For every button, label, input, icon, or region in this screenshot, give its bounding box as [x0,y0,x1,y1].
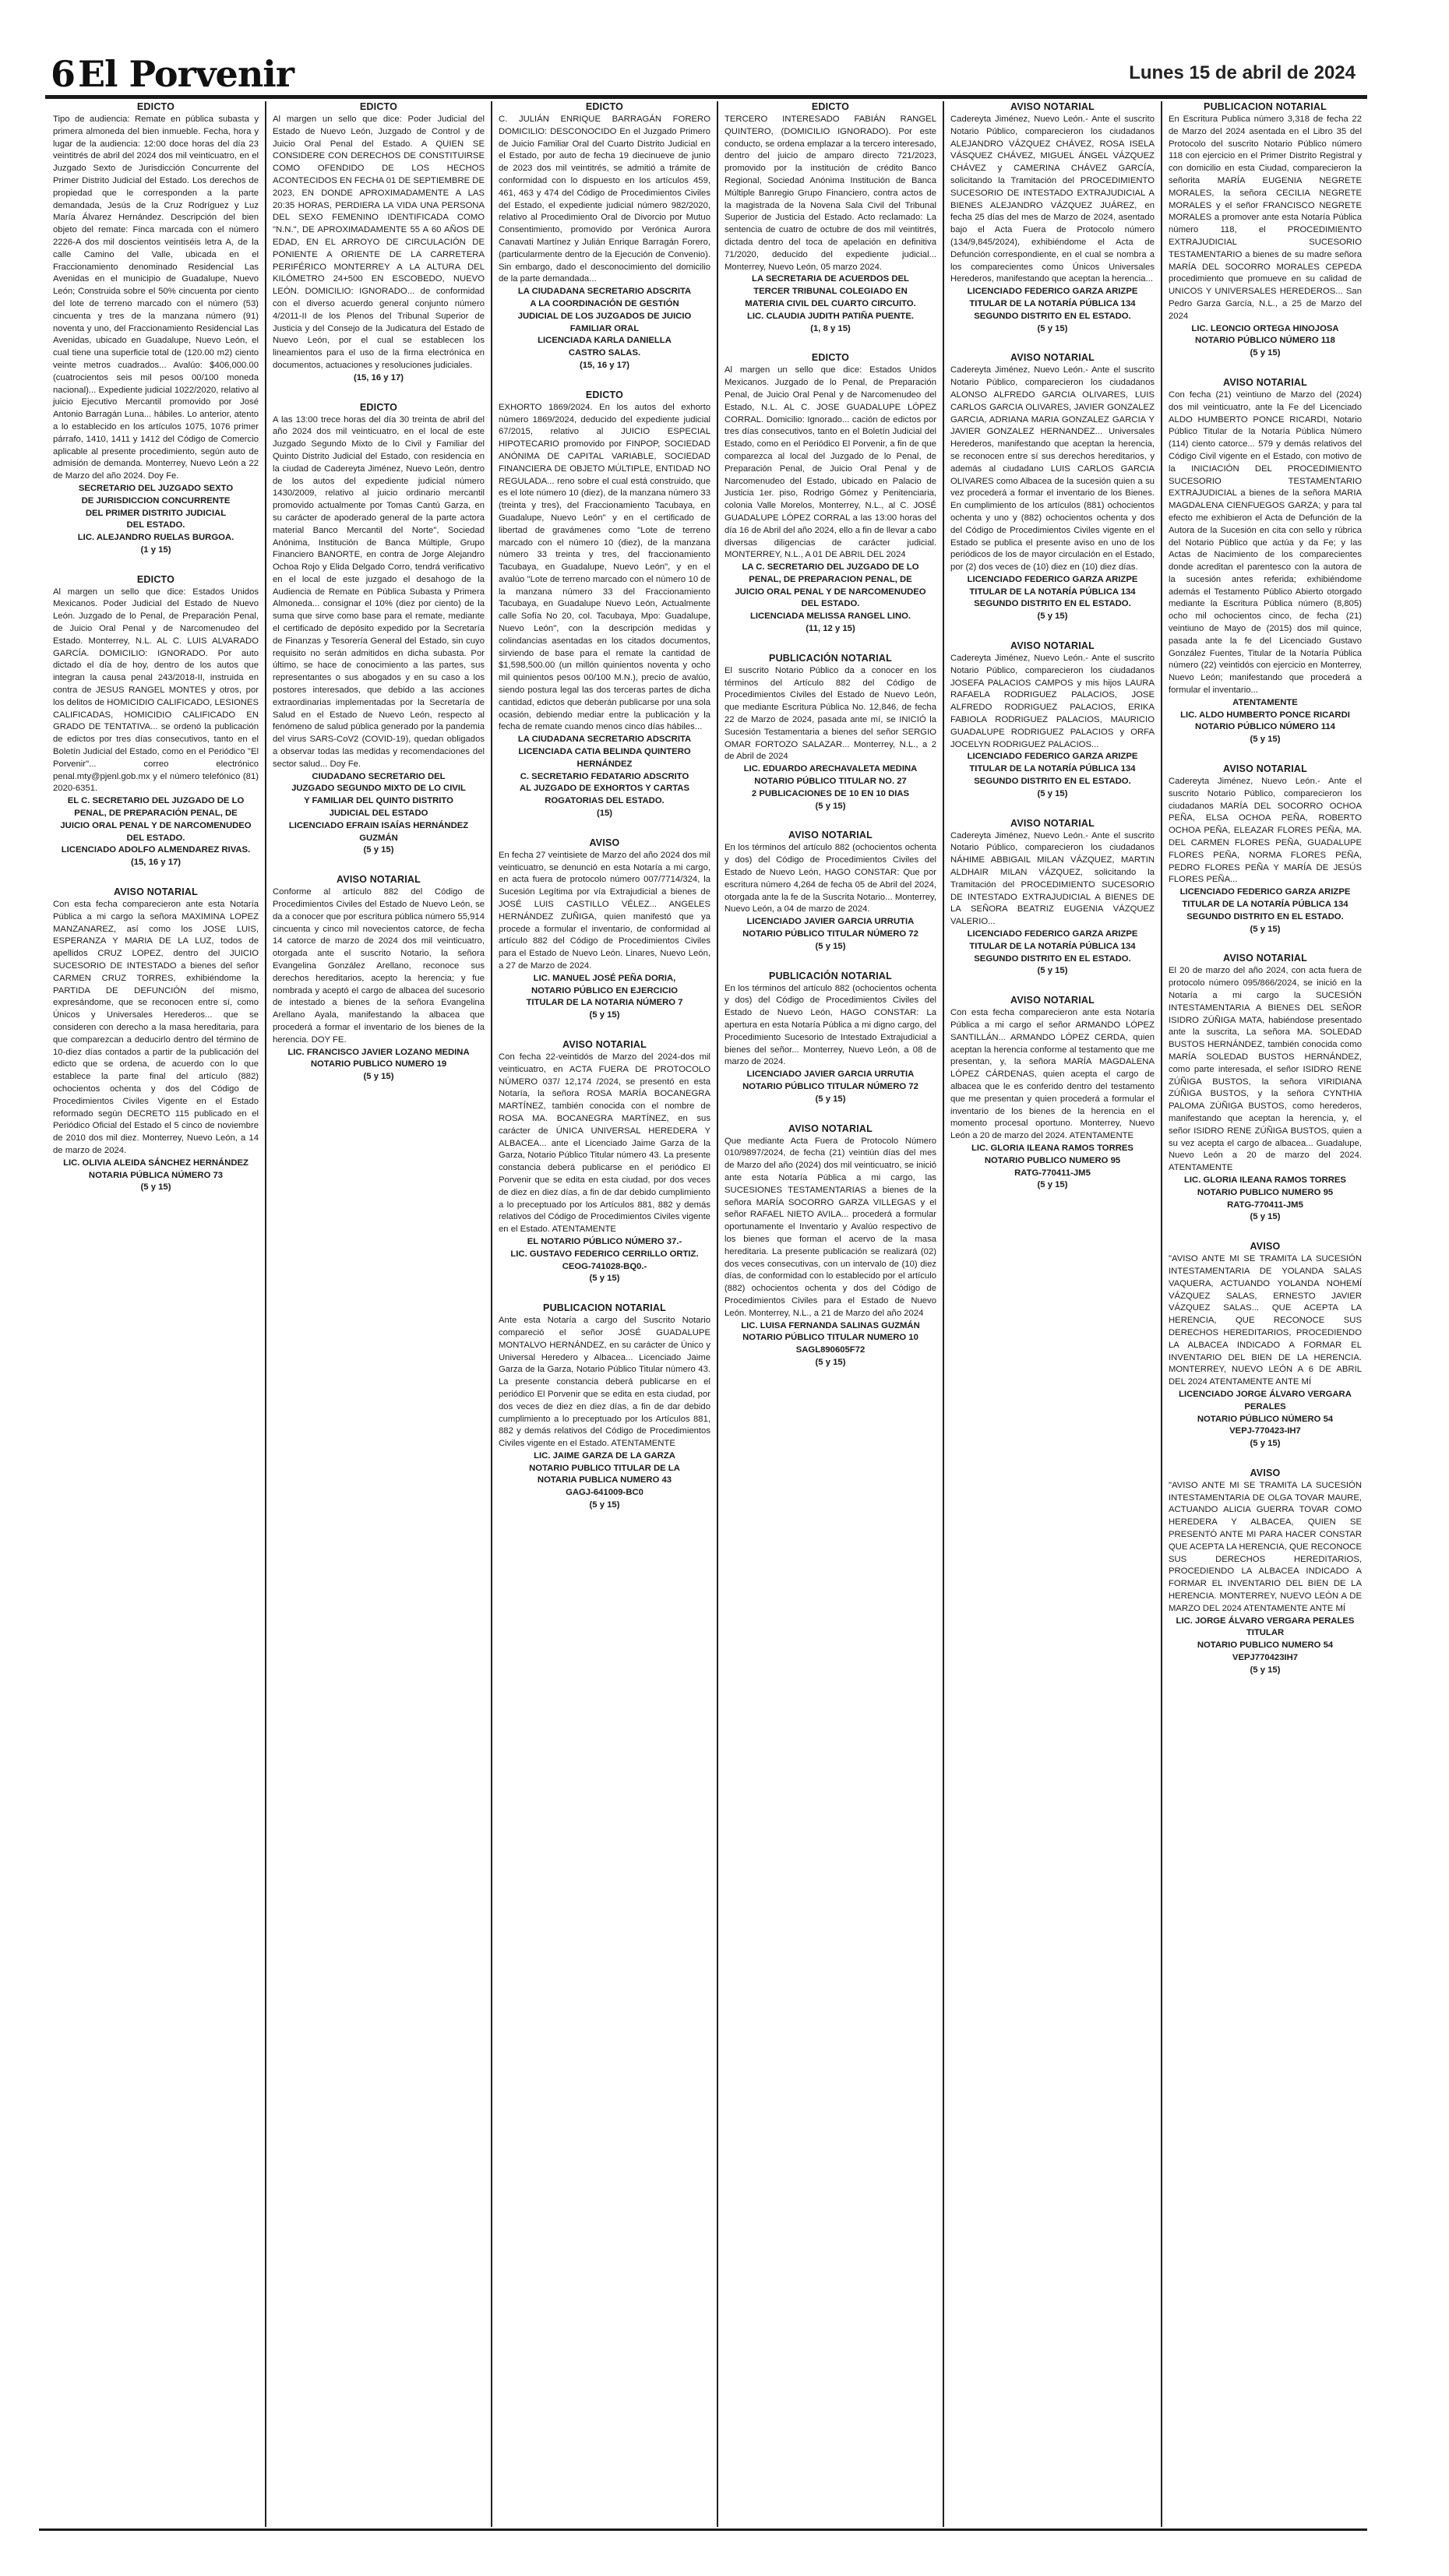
legal-notice [1169,763,1362,936]
notice-body: Cadereyta Jiménez, Nuevo León.- Ante el suscrito Notario Público, comparecieron los ciudadanos ALEJANDRO VÁZQUEZ CHÁVEZ, ROSA ISELA VÁSQUEZ CHÁVEZ, MIGUEL ÁNGEL VÁZQUEZ CHÁVEZ y CAMERINA CHÁVEZ GARCÍA, solicitando la Tramitación del PROCEDIMIENTO SUCESORIO DE INTESTADO EXTRAJUDICIAL A BIENES ALEJANDRO VÁZQUEZ JUÁREZ, en fecha 25 días del mes de Marzo de 2024, asentado bajo el Acta Fuera de Protocolo número (134/9,845/2024), exhibiéndome el Acta de Defunción correspondiente, en el cual se nombra a los comparecientes como Únicos Universales Herederos, manifestando que aceptan la herencia... [950,115,1155,284]
legal-notice [1169,1241,1362,1450]
notice-signature-line: TITULAR DE LA NOTARÍA PÚBLICA 134 [969,587,1136,597]
notice-signature-line: LIC. GUSTAVO FEDERICO CERRILLO ORTIZ. [510,1249,699,1259]
notice-signature-line: TITULAR DE LA NOTARÍA PÚBLICA 134 [1182,900,1349,910]
notice-title: AVISO NOTARIAL [562,1038,647,1050]
notice-signature-line: NOTARIO PUBLICO NUMERO 54 [1197,1640,1334,1651]
publication-dates: (5 y 15) [815,1094,846,1104]
notice-signature-line: EL C. SECRETARIO DEL JUZGADO DE LO [67,796,245,806]
notice-signature-line: LIC. MANUEL JOSÉ PEÑA DORIA, [533,973,676,983]
notice-title: AVISO NOTARIAL [1010,101,1095,112]
column-1 [47,101,266,2527]
notice-signature-line: NOTARIO PÚBLICO NÚMERO 54 [1197,1414,1334,1424]
notice-signature-line: TITULAR [1246,1628,1285,1638]
legal-notice [1169,1468,1362,1677]
notice-signature-line: SECRETARIO DEL JUZGADO SEXTO [78,483,234,493]
notice-title: AVISO NOTARIAL [788,830,873,841]
notice-signature-line: SEGUNDO DISTRITO EN EL ESTADO. [974,953,1131,964]
notice-signature-line: JUICIO ORAL PENAL Y DE NARCOMENUDEO [60,820,252,830]
publication-dates: (5 y 15) [815,941,846,951]
notice-signature-line: LA CIUDADANA SECRETARIO ADSCRITA [517,287,692,297]
issue-date: Lunes 15 de abril de 2024 [1129,62,1356,83]
notice-signature-line: FAMILIAR ORAL [569,323,640,333]
column-3 [492,101,718,2527]
notice-signature-line: GUZMÁN [359,833,398,843]
notice-body: "AVISO ANTE MI SE TRAMITA LA SUCESIÓN INTESTAMENTARIA DE OLGA TOVAR MAURE, ACTUANDO ALICIA GUERRA TOVAR COMO HEREDERA Y ALBACEA, QUIEN SE PRESENTÓ ANTE MI PARA HACER CONSTAR QUE ACEPTA LA HERENCIA, QUE RECONOCE SUS DERECHOS HEREDITARIOS, PROCEDIENDO LA ALBACEA INDICADO A FORMAR EL INVENTARIO DEL BIEN DE LA HERENCIA. MONTERREY, NUEVO LEÓN A DE MARZO DEL 2024 ATENTAMENTE ANTE MÍ [1169,1480,1362,1613]
legal-notice [1169,101,1362,360]
notice-signature-line: LIC. FRANCISCO JAVIER LOZANO MEDINA [287,1047,470,1057]
notice-signature-line: LICENCIADO EFRAIN ISAÍAS HERNÁNDEZ [288,820,469,830]
notice-signature-line: LA C. SECRETARIO DEL JUZGADO DE LO [742,562,919,573]
legal-notice [950,640,1155,801]
publication-dates: (5 y 15) [140,1182,171,1193]
notice-title: AVISO [1250,1467,1281,1478]
notice-title: AVISO [589,837,620,848]
notice-body: Que mediante Acta Fuera de Protocolo Número 010/9897/2024, de fecha (21) veintiún días del mes de Marzo del año (2024) dos mil veinticuatro, se inició ante esta Notaría Pública a mi cargo, las SUCESIONES TESTAMENTARIAS a bienes de la señora MARÍA SOCORRO GARZA VILLEGAS y el señor RAFAEL NIETO AVILA... procederá a formular oportunamente el Inventario y Avalúo respectivo de los bienes que forman el acervo de la masa hereditaria. La presente publicación se realizará (02) dos veces consecutivas, con un intervalo de (10) diez días, de conformidad con lo establecido por el artículo (882) ochocientos ochenta y dos del Código de Procedimientos Civiles para el Estado de Nuevo León. Monterrey, N.L., a 21 de Marzo del año 2024 [724,1136,936,1318]
legal-notice [53,101,259,557]
notice-signature-line: SEGUNDO DISTRITO EN EL ESTADO. [974,599,1131,609]
notice-signature-line: LICENCIADO JORGE ÁLVARO VERGARA [1179,1389,1352,1399]
notice-signature-line: JUDICIAL DE LOS JUZGADOS DE JUICIO [517,311,692,321]
publication-dates: (5 y 15) [1037,1180,1068,1190]
notice-title: AVISO NOTARIAL [1223,763,1307,775]
notice-signature-line: NOTARIO PÚBLICO NÚMERO 114 [1195,722,1335,732]
notice-signature-line: SAGL890605F72 [795,1345,866,1355]
legal-notice [724,830,936,953]
publication-dates: (1 y 15) [140,544,171,555]
legal-notice [1169,953,1362,1224]
notice-signature-line: DEL ESTADO. [126,520,185,530]
publication-dates: (1, 8 y 15) [810,323,851,333]
notice-signature-line: LIC. OLIVIA ALEIDA SÁNCHEZ HERNÁNDEZ [63,1158,249,1168]
notice-title: EDICTO [136,573,175,585]
notice-body: Con fecha (21) veintiuno de Marzo del (2024) dos mil veinticuatro, ante la Fe del Licenciado ALDO HUMBERTO PONCE RICARDI, Notario Público Titular de la Notaría Pública Número (114) ciento catorce... 579 y demás relativos del Código Civil vigente en el Estado, con motivo de la INICIACIÓN DEL PROCEDIMIENTO SUCESORIO TESTAMENTARIO EXTRAJUDICIAL a bienes de la señora MARIA MAGDALENA CIENFUEGOS GARZA; y para tal efecto me exhibieron el Acta de Defunción de la Autora de la Sucesión en cita con sello y rúbrica del Notario Público que actúa y da Fe; y las Actas de Nacimiento de los comparecientes donde acreditan el parentesco con la autora de la sucesión antes referida; exhibiéndome además el Testamento Público Abierto otorgado mediante la Escritura Pública número (8,805) ocho mil ochocientos cinco, de fecha (21) veintiuno de Mayo de (2015) dos mil quince, pasada ante la fe del Licenciado Gustavo González Fuentes, Titular de la Notaría Pública número (22) veintidós con ejercicio en Monterrey, Nuevo León; manifestando que procederá a formular el inventario... [1169,389,1362,696]
notice-signature-line: SEGUNDO DISTRITO EN EL ESTADO. [974,311,1131,321]
notice-signature-line: C. SECRETARIO FEDATARIO ADSCRITO [520,771,689,781]
notice-body: Al margen un sello que dice: Poder Judicial del Estado de Nuevo León, Juzgado de Control y de Juicio Oral Penal del Estado. A QUIEN SE CONSIDERE CON DERECHOS DE CONSTITUIRSE COMO OFENDIDO DE LOS HECHOS ACONTECIDOS EN FECHA 01 DE SEPTIEMBRE DE 2023, EN DONDE APROXIMADAMENTE A LAS 20:35 HORAS, PERDIERA LA VIDA UNA PERSONA DEL SEXO FEMENINO IDENTIFICADA COMO "N.N.", DE APROXIMADAMENTE 55 A 60 AÑOS DE EDAD, EN EL ARROYO DE CIRCULACIÓN DE PONIENTE A ORIENTE DE LA CARRETERA PERIFÉRICO MONTERREY A LA ALTURA DEL KILÓMETRO 24+500 EN ESCOBEDO, NUEVO LEÓN. DOMICILIO: IGNORADO... de conformidad con el diverso acuerdo general conjunto número 4/2011-II de los Plenos del Tribunal Superior de Justicia y del Consejo de la Judicatura del Estado de Nuevo León, por el cual se establecen los lineamientos para el uso de la firma electrónica en documentos, actuaciones y resoluciones judiciales. [273,115,485,370]
header-rule [45,95,1367,99]
legal-notice [499,1039,710,1285]
legal-notice [53,574,259,869]
notice-signature-line: LIC. JAIME GARZA DE LA GARZA [534,1450,675,1461]
notice-signature-line: LIC. LUISA FERNANDA SALINAS GUZMÁN [741,1320,920,1330]
notice-title: AVISO NOTARIAL [1223,953,1307,964]
column-2 [266,101,492,2527]
notice-signature-line: LICENCIADO FEDERICO GARZA ARIZPE [967,929,1138,939]
publication-dates: (5 y 15) [589,1500,620,1510]
notice-signature-line: SEGUNDO DISTRITO EN EL ESTADO. [1186,911,1344,922]
notice-signature-line: MATERIA CIVIL DEL CUARTO CIRCUITO. [745,298,916,308]
notice-signature-line: NOTARIA PÚBLICA NÚMERO 73 [88,1170,224,1180]
publication-dates: (15, 16 y 17) [353,372,404,382]
publication-dates: (5 y 15) [1250,1665,1281,1675]
notice-signature-line: JUZGADO SEGUNDO MIXTO DE LO CIVIL [291,784,466,794]
notice-signature-line: LIC. LEONCIO ORTEGA HINOJOSA [1191,323,1339,333]
notice-signature-line: LICENCIADO ADOLFO ALMENDAREZ RIVAS. [61,845,251,855]
legal-notice [950,995,1155,1192]
notice-body: A las 13:00 trece horas del día 30 treinta de abril del año 2024 dos mil veinticuatro, en el local de este Juzgado Segundo Mixto de lo Civil y Familiar del Quinto Distrito Judicial del Estado, con residencia en la ciudad de Cadereyta Jiménez, Nuevo León, dentro de los autos del expediente judicial número 1430/2009, relativo al juicio ordinario mercantil promovido actualmente por Tomas Cantú Garza, en su carácter de apoderado general de la parte actora material Banco Mercantil del Norte", Sociedad Anónima, Institución de Banca Múltiple, Grupo Financiero BANORTE, en contra de Jorge Alejandro Ochoa Rojo y Elida Delgado Corro, tendrá verificativo en el local de este juzgado el desahogo de la Audiencia de Remate en Pública Subasta y Primera Almoneda... consignar el 10% (diez por ciento) de la suma que sirve como base para el remate, mediante el certificado de depósito expedido por la Secretaría de Finanzas y Tesorería General del Estado, sin cuyo requisito no serán admitidos en dicha subasta. Por último, se hace de conocimiento a las partes, sus representantes o sus abogados y en su caso a los postores interesados, que debido a las acciones extraordinarias implementadas por la Secretaría de Salud en el Estado de Nuevo León, respecto al fenómeno de salud pública generado por la pandemia del virus SARS-CoV2 (COVID-19), quedan obligados a observar todas las medidas y recomendaciones del sector salud... Doy Fe. [273,414,485,769]
publication-dates: (11, 12 y 15) [806,624,855,634]
notice-body: EXHORTO 1869/2024. En los autos del exhorto número 1869/2024, deducido del expediente judicial 67/2015, relativo al JUICIO ESPECIAL HIPOTECARIO promovido por FINPOP, SOCIEDAD ANÓNIMA DE CAPITAL VARIABLE, SOCIEDAD FINANCIERA DE OBJETO MÚLTIPLE, ENTIDAD NO REGULADA... reno sobre el cual está construido, que es el lote número 10 (diez), de la manzana número 33 (treinta y tres), del Fraccionamiento Tacubaya, en Guadalupe, Nuevo León" y en el certificado de libertad de gravámenes como "Lote de terreno marcado con el número 10 (diez), de la manzana número 33 treinta y tres, del fraccionamiento Tacubaya, en Guadalupe, Nuevo León", y en el avalúo "Lote de terreno marcado con el número 10 de la manzana número 33 del Fraccionamiento Tacubaya, en Guadalupe Nuevo León, Actualmente calle Sofía No 20, col. Tacubaya, Mpo: Guadalupe, Nuevo León", con la descripción medidas y colindancias asentadas en los citados documentos, sirviendo de base para el remate la cantidad de $1,598,500.00 (un millón quinientos noventa y ocho mil quinientos pesos 00/100 M.N.), precio de avalúo, siendo postura legal las dos terceras partes de dicha cantidad, edictos que deberán publicarse por una sola ocasión, debiendo mediar entre la publicación y la fecha de remate cuando menos cinco días hábiles... [499,402,710,732]
notice-signature-line: DEL PRIMER DISTRITO JUDICIAL [85,508,227,518]
publication-dates: (5 y 15) [1250,348,1281,358]
notice-signature-line: LIC. GLORIA ILEANA RAMOS TORRES [971,1143,1133,1153]
masthead [47,55,1402,93]
notice-signature-line: PERALES [1244,1401,1286,1411]
notice-title: AVISO NOTARIAL [1223,376,1307,388]
notice-signature-line: TITULAR DE LA NOTARÍA PÚBLICA 134 [969,298,1136,308]
notice-body: Al margen un sello que dice: Estados Unidos Mexicanos. Poder Judicial del Estado de Nuevo León. Juzgado de lo Penal, de Preparación Penal, de Juicio Oral Penal y de Narcomenudeo del Estado. Monterrey, N.L. AL C. LUIS ALVARADO GARCÍA. DOMICILIO: IGNORADO. Por auto dictado el día de hoy, dentro de los autos que integran la causa penal 243/2018-II, instruida en contra de JESUS RANGEL MONTES y otros, por los delitos de HOMICIDIO CALIFICADO, LESIONES CALIFICADAS, HOMICIDIO CALIFICADO EN GRADO DE TENTATIVA... se ordenó la publicación de edictos por tres días consecutivos, tanto en el Boletín Judicial del Estado, como en el Periódico "El Porvenir"... correo electrónico penal.mty@pjenl.gob.mx y el número telefónico (81) 2020-6351. [53,587,259,794]
page-number: 6 [51,53,76,95]
notice-body: TERCERO INTERESADO FABIÁN RANGEL QUINTERO, (DOMICILIO IGNORADO). Por este conducto, se ordena emplazar a la tercero interesado, dentro del juicio de amparo directo 721/2023, promovido por la institución de crédito Banco Regional, Sociedad Anónima Institución de Banca Múltiple Banregio Grupo Financiero, contra actos de la magistrada de la Novena Sala Civil del Tribunal Superior de Justicia del Estado. Acto reclamado: La sentencia de cuatro de octubre de dos mil veintitrés, dictada dentro del toca de apelación en definitiva 71/2020, deducido del expediente judicial... Monterrey, Nuevo León, 05 marzo 2024. [724,115,936,272]
publication-dates: (5 y 15) [815,801,846,811]
notice-signature-line: TITULAR DE LA NOTARÍA PÚBLICA 134 [969,941,1136,951]
legal-notice [1169,377,1362,746]
publication-dates: (15, 16 y 17) [579,360,630,370]
notice-signature-line: TERCER TRIBUNAL COLEGIADO EN [753,287,908,297]
notice-signature-line: LICENCIADA CATIA BELINDA QUINTERO [518,747,691,757]
notice-title: AVISO NOTARIAL [1010,640,1095,652]
column-4 [718,101,944,2527]
publication-dates: (15, 16 y 17) [130,858,182,868]
notice-signature-line: LIC. JORGE ÁLVARO VERGARA PERALES [1176,1616,1355,1626]
publication-dates: (5 y 15) [815,1357,846,1367]
notice-signature-line: JUDICIAL DEL ESTADO [329,809,428,819]
notice-signature-line: NOTARIO PUBLICO NUMERO 95 [984,1155,1121,1165]
notice-signature-line: ROGATORIAS DEL ESTADO. [545,796,665,806]
notice-signature-line: LIC. ALEJANDRO RUELAS BURGOA. [77,533,234,543]
notice-body: El 20 de marzo del año 2024, con acta fuera de protocolo número 095/866/2024, se inició en la Notaría a mi cargo la SUCESIÓN INTESTAMENTARIA A BIENES DEL SEÑOR ISIDRO ZÚÑIGA MATA, habiéndose presentado ante la suscrita, La señora MA. SOLEDAD BUSTOS HERNÁNDEZ, también conocida como MARÍA SOLEDAD BUSTOS HERNÁNDEZ, como parte interesada, el señor ISIDRO RENE ZÚÑIGA BUSTOS, la señora VIRIDIANA ZÚÑIGA BUSTOS, y la señora CYNTHIA PALOMA ZÚÑIGA BUSTOS, como herederos, manifestando que aceptan la herencia, y, el señor ISIDRO RENE ZÚÑIGA BUSTOS, quien a su vez acepta el cargo de albacea... Guadalupe, Nuevo León a 20 de marzo del 2024. ATENTAMENTE [1169,966,1362,1173]
notice-signature-line: NOTARIO PÚBLICO TITULAR NÚMERO 72 [742,929,918,939]
notice-title: AVISO [1250,1241,1281,1253]
notice-title: PUBLICACIÓN NOTARIAL [769,652,892,664]
notice-signature-line: LIC. EDUARDO ARECHAVALETA MEDINA [743,764,918,774]
legal-notice [499,837,710,1022]
notice-body: Con esta fecha comparecieron ante esta Notaría Pública a mi cargo el señor ARMANDO LÓPEZ SANTILLÁN... ARMANDO LÓPEZ CERDA, quien aceptan la herencia conforme al testamento que me presentan, y, la señora MARÍA MAGDALENA LÓPEZ CÁRDENAS, quien acepta el cargo de albacea que le es conferido dentro del testamento que me presentan y quien procederá a formular el inventario de los bienes de la herencia en el momento procesal oportuno. Monterrey, Nuevo León a 20 de marzo del 2024. ATENTAMENTE [950,1008,1155,1141]
notice-signature-line: PENAL, DE PREPARACIÓN PENAL, DE [74,809,238,819]
notice-title: AVISO NOTARIAL [114,886,198,898]
publication-dates: (5 y 15) [1037,788,1068,798]
notice-title: PUBLICACION NOTARIAL [1204,101,1327,112]
notice-signature-line: 2 PUBLICACIONES DE 10 EN 10 DIAS [751,788,910,798]
publication-dates: (5 y 15) [1250,1212,1281,1222]
notice-title: EDICTO [136,101,175,112]
notice-signature-line: NOTARIO PUBLICO TITULAR DE LA [529,1463,680,1473]
notice-title: PUBLICACIÓN NOTARIAL [769,970,892,981]
notice-signature-line: NOTARIO PÚBLICO TITULAR NO. 27 [754,777,907,787]
notice-signature-line: NOTARIO PÚBLICO TITULAR NÚMERO 72 [742,1081,918,1091]
notice-signature-line: LA CIUDADANA SECRETARIO ADSCRITA [517,735,692,745]
legal-notice [273,101,485,385]
legal-notice [724,1123,936,1369]
legal-notice [53,886,259,1194]
legal-notice [724,101,936,335]
legal-notice [724,653,936,813]
legal-notice [499,1302,710,1512]
notice-title: AVISO NOTARIAL [1010,995,1095,1006]
notice-title: EDICTO [585,389,624,400]
legal-notice [724,971,936,1106]
notice-body: Ante esta Notaría a cargo del Suscrito Notario compareció el señor JOSÉ GUADALUPE MONTALVO HERNÁNDEZ, en su carácter de Único y Universal Heredero y Albacea... Licenciado Jaime Garza de la Garza, Notario Público Titular número 43. La presente constancia deberá publicarse en el periódico El Porvenir que se edita en esta ciudad, por dos veces de diez en diez días, a fin de dar debido cumplimiento a lo preceptuado por los Artículos 881, 882 y demás relativos del Código de Procedimientos Civiles vigente en el Estado. ATENTAMENTE [499,1316,710,1449]
notice-signature-line: A LA COORDINACIÓN DE GESTIÓN [530,298,679,308]
publication-dates: (5 y 15) [1037,611,1068,622]
notice-signature-line: RATG-770411-JM5 [1014,1168,1091,1178]
notice-body: Al margen un sello que dice: Estados Unidos Mexicanos. Juzgado de lo Penal, de Preparación Penal, de Juicio Oral Penal y de Narcomenudeo del Estado, N.L. AL C. JOSE GUADALUPE LÓPEZ CORRAL. Domicilio: Ignorado... cación de edictos por tres días consecutivos, tanto en el Boletín Judicial del Estado, como en el Periódico El Porvenir, a fin de que comparezca al local del Juzgado de lo Penal, de Preparación Penal, de Juicio Oral Penal y de Narcomenudeo del Estado, ubicado en Palacio de Justicia 1er. piso, Rodrigo Gómez y Penitenciaria, colonia Valle Morelos, Monterrey, N.L., al C. JOSÉ GUADALUPE LÓPEZ CORRAL a las 13:00 horas del día 16 de Abril del año 2024, ello a fin de llevar a cabo diversas diligencias de carácter judicial. MONTERREY, N.L., A 01 DE ABRIL DEL 2024 [724,365,936,560]
notice-signature-line: DE JURISDICCION CONCURRENTE [81,495,231,506]
notice-signature-line: HERNÁNDEZ [576,759,633,769]
legal-notice [950,818,1155,978]
notice-signature-line: NOTARIO PÚBLICO TITULAR NUMERO 10 [742,1333,918,1343]
notice-signature-line: LICENCIADO JAVIER GARCIA URRUTIA [746,917,915,927]
notice-signature-line: SEGUNDO DISTRITO EN EL ESTADO. [974,777,1131,787]
publication-dates: (5 y 15) [363,845,394,855]
notice-signature-line: NOTARIA PUBLICA NUMERO 43 [537,1475,672,1485]
notice-signature-line: NOTARIO PÚBLICO NÚMERO 118 [1195,336,1335,346]
notice-signature-line: LA SECRETARIA DE ACUERDOS DEL [752,274,909,284]
notice-signature-line: CASTRO SALAS. [568,348,641,358]
notice-signature-line: LICENCIADO FEDERICO GARZA ARIZPE [967,574,1138,584]
legal-notice [499,389,710,820]
notice-signature-line: DEL ESTADO. [126,833,185,843]
notice-body: El suscrito Notario Público da a conocer en los términos del Artículo 882 del Código de Procedimientos Civiles del Estado de Nuevo León, que mediante Escritura Pública No. 12,846, de fecha 22 de Marzo de 2024, pasada ante mí, se INICIÓ la Sucesión Testamentaria a bienes del señor SERGIO OMAR FORTOZO SALAZAR... Monterrey, N.L., a 2 de Abril de 2024 [724,665,936,762]
legal-notice [273,402,485,858]
notice-body: Cadereyta Jiménez, Nuevo León.- Ante el suscrito Notario Público, comparecieron los ciudadanos JOSEFA PALACIOS CAMPOS y mis hijos LAURA RAFAELA RODRIGUEZ PALACIOS, JOSE ALFREDO RODRIGUEZ PALACIOS, ERIKA FABIOLA RODRIGUEZ PALACIOS, MAURICIO GUADALUPE RODRIGUEZ PALACIOS y ORFA JOCELYN RODRIGUEZ PALACIOS... [950,654,1155,749]
notice-body: En Escritura Publica número 3,318 de fecha 22 de Marzo del 2024 asentada en el Libro 35 del Protocolo del suscrito Notario Público número 118 con ejercicio en el Primer Distrito Registral y con domicilio en esta Ciudad, comparecieron la señorita MARÍA EUGENIA NEGRETE MORALES, la señora CECILIA NEGRETE MORALES y el señor FRANCISCO NEGRETE MORALES a promover ante esta Notaría Pública número 118, el PROCEDIMIENTO EXTRAJUDICIAL SUCESORIO TESTAMENTARIO a bienes de su madre señora MARÍA DEL SOCORRO MORALES CEPEDA procedimiento que promueve en su calidad de UNICOS Y UNIVERSALES HEREDEROS... San Pedro Garza García, N.L., a 25 de Marzo del 2024 [1169,115,1362,321]
column-5 [944,101,1162,2527]
notice-signature-line: LIC. ALDO HUMBERTO PONCE RICARDI [1180,710,1350,720]
notice-signature-line: VEPJ-770423-IH7 [1229,1426,1301,1436]
notice-signature-line: NOTARIO PUBLICO NUMERO 95 [1197,1187,1334,1197]
notice-title: EDICTO [359,401,398,413]
notice-title: EDICTO [359,101,398,112]
notice-signature-line: LICENCIADO FEDERICO GARZA ARIZPE [1179,887,1351,897]
legal-notice [273,874,485,1084]
notice-body: Tipo de audiencia: Remate en pública subasta y primera almoneda del bien inmueble. Fecha, hora y lugar de la audiencia: 12:00 doce horas del día 23 veintitrés de abril del 2024 dos mil veinticuatro, en el Juzgado Sexto de Jurisdicción Concurrente del Primer Distrito Judicial del Estado. Los derechos de propiedad que le corresponden a la parte demandada, Jesús de la Cruz Rodríguez y Luz María Álvarez Hernández. Descripción del bien objeto del remate: Finca marcada con el número 2226-A dos mil doscientos veintiséis letra A, de la calle Camino del Valle, ubicada en el Fraccionamiento denominado Residencial Las Avenidas en el municipio de Guadalupe, Nuevo León; Construida sobre el 50% cincuenta por ciento del lote de terreno marcado con el número (53) cincuenta y tres de la manzana número (91) noventa y uno, del Fraccionamiento Residencial Las Avenidas, ubicado en Guadalupe, Nuevo León, el cual tiene una superficie total de (120.00 m2) ciento veinte metros cuadrados... Avalúo: $406,000.00 (cuatrocientos seis mil pesos 00/100 moneda nacional)... Expediente judicial 1022/2020, relativo al juicio Ejecutivo Mercantil promovido por José Antonio Barragán Luna... hábiles. Lo anterior, atento a lo establecido en los artículos 1075, 1076 primer párrafo, 1410, 1411 y 1412 del Código de Comercio aplicable al presente procedimiento, según auto de admisión de demanda. Monterrey, Nuevo León a 22 de Marzo del año 2024. Doy Fe. [53,115,259,481]
notice-body: Cadereyta Jiménez, Nuevo León.- Ante el suscrito Notario Público, comparecieron los ciudadanos MARÍA DEL SOCORRO OCHOA PEÑA, ELSA OCHOA PEÑA, ROBERTO OCHOA PEÑA, ELEAZAR FLORES PEÑA, MA. DEL CARMEN FLORES PEÑA, GUADALUPE FLORES PEÑA, NORMA FLORES PEÑA, PEDRO FLORES PEÑA Y MARÍA DE JESÚS FLORES PEÑA... [1169,777,1362,885]
footer-rule [39,2528,1367,2531]
notice-signature-line: DEL ESTADO. [801,599,860,609]
notice-title: AVISO NOTARIAL [788,1122,873,1134]
notice-title: EDICTO [585,101,624,112]
notice-signature-line: LIC. GLORIA ILEANA RAMOS TORRES [1184,1175,1346,1185]
publication-dates: (15) [596,809,613,819]
publication-dates: (5 y 15) [1250,735,1281,745]
publication-dates: (5 y 15) [1250,1439,1281,1449]
notice-signature-line: GAGJ-641009-BC0 [566,1488,643,1498]
notice-signature-line: LICENCIADA MELISSA RANGEL LINO. [749,611,911,622]
notice-title: EDICTO [811,352,850,364]
notice-body: En los términos del artículo 882 (ochocientos ochenta y dos) del Código de Procedimientos Civiles del Estado de Nuevo León, HAGO CONSTAR: Que por escritura número 4,264 de fecha 05 de Abril del 2024, otorgada ante la fe de la Suscrita Notario... Monterrey, Nuevo León, a 04 de marzo de 2024. [724,843,936,914]
notice-signature-line: NOTARIO PÚBLICO EN EJERCICIO [531,985,679,996]
legal-notice [724,352,936,636]
publication-dates: (5 y 15) [589,1010,620,1020]
legal-notice [499,101,710,372]
publication-dates: (5 y 15) [589,1274,620,1284]
notice-title: AVISO NOTARIAL [1010,817,1095,829]
notice-signature-line: LICENCIADO FEDERICO GARZA ARIZPE [967,752,1138,762]
notice-signature-line: LICENCIADO FEDERICO GARZA ARIZPE [967,287,1138,297]
notice-title: PUBLICACION NOTARIAL [543,1302,666,1314]
notice-signature-line: CIUDADANO SECRETARIO DEL [312,771,446,781]
notice-body: Con esta fecha comparecieron ante esta Notaría Pública a mi cargo la señora MAXIMINA LOPEZ MANZANAREZ, así como los JOSE LUIS, ESPERANZA Y MARIA DE LA LUZ, todos de apellidos CRUZ LOPEZ, dentro del JUICIO SUCESORIO DE INTESTADO a bienes del señor CARMEN CRUZ TORRES, exhibiéndome la PARTIDA DE DEFUNCIÓN del mismo, expresándome, que se reconocen entre sí, como Únicos y Universales Herederos... que se consideren con derecho a la masa hereditaria, para que comparezcan a deducirlo dentro del término de 10-diez días contados a partir de la publicación del edicto que se ordena, de acuerdo con lo que establece la parte final del artículo (882) ochocientos ochenta y dos del Código de Procedimientos Civiles Vigente en el Estado reformado según DECRETO 115 publicado en el Periódico Oficial del Estado el 5 cinco de noviembre de 2010 dos mil diez. Monterrey, Nuevo León, a 14 de marzo de 2024. [53,900,259,1155]
notice-signature-line: RATG-770411-JM5 [1227,1200,1303,1210]
notice-signature-line: PENAL, DE PREPARACION PENAL, DE [749,574,912,584]
notice-body: Conforme al artículo 882 del Código de Procedimientos Civiles del Estado de Nuevo León, se da a conocer que por escritura pública número 55,914 cincuenta y cinco mil novecientos catorce, de fecha 14 catorce de marzo de 2024 dos mil veinticuatro, otorgada ante el suscrito Notario, la señora Evangelina González Arellano, reconoce sus derechos hereditarios, acepto la herencia; y fue nombrada y aceptó el cargo de albacea del sucesorio de intestado a bienes de la señora Evangelina Arellano Ayala, manifestando la albacea que procederá a formar el inventario de los bienes de la herencia. DOY FE. [273,887,485,1045]
notice-signature-line: LICENCIADO JAVIER GARCIA URRUTIA [746,1070,915,1080]
newspaper-logo: El Porvenir [78,53,294,95]
legal-notice [950,101,1155,335]
notice-signature-line: VEPJ770423IH7 [1232,1653,1299,1663]
notice-body: En fecha 27 veintisiete de Marzo del año 2024 dos mil veinticuatro, se denunció en esta Notaría a mi cargo, en acta fuera de protocolo número 007/7714/324, la Sucesión Legítima por vía Extrajudicial a bienes de JOSÉ LUIS CASTILLO VÉLEZ... ANGELES HERNÁNDEZ ZUÑIGA, quien manifestó que ya procede a formular el inventario, de conformidad al artículo 882 del Código de Procedimientos Civiles para el Estado de Nuevo León. Linares, Nuevo León, a 27 de Marzo de 2024. [499,850,710,971]
notice-title: AVISO NOTARIAL [337,874,421,886]
column-6 [1162,101,1368,2527]
notice-body: Con fecha 22-veintidós de Marzo del 2024-dos mil veinticuatro, en ACTA FUERA DE PROTOCOLO NÚMERO 037/ 12,174 /2024, se presentó en esta Notaría, la señora ROSA MARÍA BOCANEGRA MARTÍNEZ, también conocida con el nombre de ROSA MA. BOCANEGRA MARTÍNEZ, en sus carácter de ÚNICA UNIVERSAL HEREDERA Y ALBACEA... ante el Licenciado Jaime Garza de la Garza, Notario Público Titular número 43. La presente constancia deberá publicarse en el periódico El Porvenir que se edita en esta ciudad, por dos veces de diez en diez días, a fin de dar debido cumplimiento a lo preceptuado por los Artículos 881, 882 y demás relativos del Código de Procedimientos Civiles vigente en el Estado. ATENTAMENTE [499,1052,710,1235]
notice-signature-line: NOTARIO PUBLICO NUMERO 19 [310,1059,447,1070]
notice-title: EDICTO [811,101,850,112]
notice-signature-line: EL NOTARIO PÚBLICO NÚMERO 37.- [527,1236,682,1246]
publication-dates: (5 y 15) [363,1072,394,1082]
notice-columns [47,101,1368,2527]
notice-signature-line: AL JUZGADO DE EXHORTOS Y CARTAS [519,784,690,794]
notice-signature-line: JUICIO ORAL PENAL Y DE NARCOMENUDEO [735,587,926,597]
publication-dates: (5 y 15) [1037,966,1068,976]
notice-body: "AVISO ANTE MI SE TRAMITA LA SUCESIÓN INTESTAMENTARIA DE YOLANDA SALAS VAQUERA, ACTUANDO YOLANDA NOHEMÍ VÁZQUEZ SALAS, ERNESTO JAVIER VÁZQUEZ SALAS... QUE ACEPTA LA HERENCIA, QUE RECONOCE SUS DERECHOS HEREDITARIOS, PROCEDIENDO LA ALBACEA INDICADO A FORMAR EL INVENTARIO DEL BIEN DE LA HERENCIA. MONTERREY, NUEVO LEÓN A 6 DE ABRIL DEL 2024 ATENTAMENTE ANTE MÍ [1169,1254,1362,1387]
publication-dates: (5 y 15) [1037,323,1068,333]
notice-body: Cadereyta Jiménez, Nuevo León.- Ante el suscrito Notario Público, comparecieron los ciudadanos NÁHIME ABBIGAIL MILAN VÁZQUEZ, MARTIN ALDHAIR MILAN VÁZQUEZ, solicitando la Tramitación del PROCEDIMIENTO SUCESORIO DE INTESTADO EXTRAJUDICIAL A BIENES DE LA SEÑORA BEATRIZ EUGENIA VÁZQUEZ VALERIO... [950,830,1155,927]
notice-signature-line: LICENCIADA KARLA DANIELLA [538,336,672,346]
publication-dates: (5 y 15) [1250,924,1281,934]
notice-title: AVISO NOTARIAL [1010,352,1095,364]
notice-signature-line: CEOG-741028-BQ0.- [562,1261,647,1271]
notice-signature-line: TITULAR DE LA NOTARIA NÚMERO 7 [526,998,683,1008]
notice-body: C. JULIÁN ENRIQUE BARRAGÁN FORERO DOMICILIO: DESCONOCIDO En el Juzgado Primero de Juicio Familiar Oral del Cuarto Distrito Judicial en el Estado, por auto de fecha 19 diecinueve de junio de 2023 dos mil veintitrés, se admitió a trámite de conformidad con lo dispuesto en los artículos 459, 461, 463 y 474 del Código de Procedimientos Civiles del Estado, el expediente judicial número 982/2020, relativo al Procedimiento Oral de Divorcio por Mutuo Consentimiento, promovido por Verónica Aurora Canavati Martínez y Julián Enrique Barragán Forero, (particularmente dentro de la Ejecución de Convenio). Sin embargo, dado el desconocimiento del domicilio de la parte demandada... [499,115,710,284]
notice-signature-line: Y FAMILIAR DEL QUINTO DISTRITO [304,796,453,806]
notice-body: En los términos del artículo 882 (ochocientos ochenta y dos) del Código de Procedimientos Civiles del Estado de Nuevo León, HAGO CONSTAR: La apertura en esta Notaría Pública a mi digno cargo, del Procedimiento Sucesorio de Intestado Extrajudicial a bienes del señor... Monterrey, Nuevo León, a 08 de marzo de 2024. [724,983,936,1067]
notice-signature-line: TITULAR DE LA NOTARÍA PÚBLICA 134 [969,764,1136,774]
legal-notice [950,352,1155,623]
notice-body: Cadereyta Jiménez, Nuevo León.- Ante el suscrito Notario Público, comparecieron los ciudadanos ALONSO ALFREDO GARCIA OLIVARES, LUIS CARLOS GARCIA OLIVARES, JAVIER GONZALEZ GARCIA, ADRIANA MARIA GONZALEZ GARCIA Y JAVIER GONZALEZ HERNANDEZ... Universales Herederos, manifestando que aceptan la herencia, se reconocen entre sí sus derechos hereditarios, y además al ciudadano LUIS CARLOS GARCIA OLIVARES como Albacea de la sucesión quien a su vez procederá a formar el inventario de los Bienes. En cumplimiento de los artículos (881) ochocientos ochenta y uno y (882) ochocientos ochenta y dos del Código de Procedimientos Civiles vigente en el Estado se publica el presente aviso en uno de los periódicos de los de mayor circulación en el Estado, por (2) dos veces de (10) diez en (10) diez días. [950,365,1155,573]
notice-signature-line: LIC. CLAUDIA JUDITH PATIÑA PUENTE. [746,311,914,321]
notice-signature-line: ATENTAMENTE [1232,697,1298,707]
